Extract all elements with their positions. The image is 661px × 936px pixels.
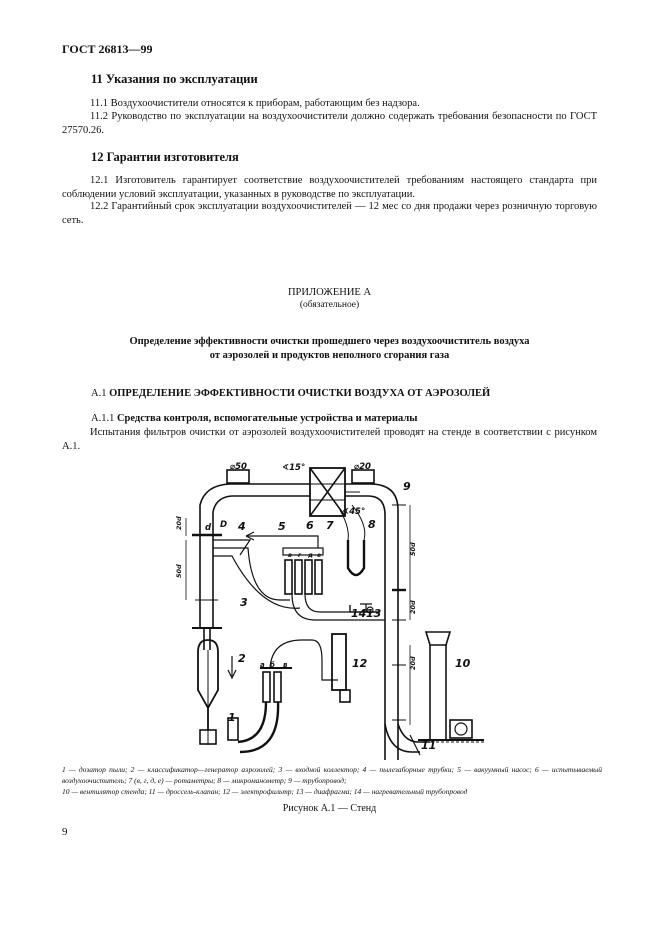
- standard-header: ГОСТ 26813—99: [62, 42, 153, 56]
- callout-3: 3: [240, 596, 248, 609]
- section-a11-heading: [91, 413, 417, 424]
- appendix-title: ПРИЛОЖЕНИЕ А: [287, 287, 372, 298]
- figure-legend-line2: 10 — вентилятор стенда; 11 — дроссель-клапан; 12 — электрофильтр; 13 — диафрагма; 14 — нагревательный трубопровод: [62, 787, 468, 796]
- paragraph-12-2: 12.2 Гарантийный срок эксплуатации воздухоочистителей — 12 мес со дня продажи через розничную торговую сеть.: [62, 201, 597, 226]
- paragraph-11-2: 11.2 Руководство по эксплуатации на воздухоочистители должно содержать требования безопасности по ГОСТ 27570.26.: [62, 111, 597, 136]
- paragraph-12-1: 12.1 Изготовитель гарантирует соответствие воздухоочистителей требованиям настоящего стандарта при соблюдении условий эксплуатации, указанных в руководстве по эксплуатации.: [62, 175, 597, 200]
- callout-7: 7: [326, 519, 334, 532]
- callout-5: 5: [278, 520, 286, 533]
- callout-9: 9: [403, 480, 411, 493]
- dim-20d-right-2: 20d: [409, 656, 417, 670]
- section-a11-number: А.1.1: [91, 413, 115, 424]
- dim-50d-right: 50d: [409, 542, 417, 556]
- dim-d20-top: ⌀20: [354, 462, 371, 472]
- angle-15: ∢15°: [282, 463, 306, 473]
- figure-legend-line1: 1 — дозатор пыли; 2 — классификатор—генератор аэрозолей; 3 — входной коллектор; 4 — пылезаборные трубки; 5 — вакуумный насос; 6 — испытываемый воздухоочиститель; 7 (в, г, д, е) — ротаметры; 8 — микроманометр; 9 — трубопровод;: [62, 765, 602, 785]
- callout-8: 8: [368, 518, 376, 531]
- callout-11: 11: [421, 739, 437, 752]
- dim-20d-right-1: 20d: [409, 600, 417, 614]
- rotameter-b: б: [270, 661, 275, 669]
- section-a1-number: А.1: [91, 388, 107, 399]
- dim-20d-left: 20d: [175, 516, 183, 530]
- paragraph-11-1: 11.1 Воздухоочистители относятся к приборам, работающим без надзора.: [90, 98, 420, 109]
- section-a11-title: Средства контроля, вспомогательные устройства и материалы: [116, 413, 418, 424]
- angle-45: ∢45°: [342, 507, 366, 517]
- callout-6: 6: [306, 519, 314, 532]
- callout-13: 13: [366, 607, 382, 620]
- section-a1-title: ОПРЕДЕЛЕНИЕ ЭФФЕКТИВНОСТИ ОЧИСТКИ ВОЗДУХА ОТ АЭРОЗОЛЕЙ: [109, 388, 491, 399]
- rotameter-g: г: [298, 552, 302, 559]
- callout-12: 12: [352, 657, 368, 670]
- rotameter-d: д: [308, 552, 313, 559]
- callout-4: 4: [238, 520, 246, 533]
- section-a1-heading: [91, 388, 490, 399]
- label-D: D: [220, 520, 228, 530]
- section-12-title: 12 Гарантии изготовителя: [91, 150, 239, 164]
- callout-1: 1: [228, 711, 236, 724]
- callout-14: 14: [351, 607, 367, 620]
- appendix-heading-line2: от аэрозолей и продуктов неполного сгорания газа: [209, 350, 450, 361]
- rotameter-v: в: [288, 552, 292, 559]
- paragraph-a11: Испытания фильтров очистки от аэрозолей воздухоочистителей проводят на стенде в соответствии с рисунком А.1.: [62, 427, 597, 452]
- rotameter-e: е: [317, 552, 322, 559]
- dim-d50-top: ⌀50: [230, 462, 247, 472]
- callout-2: 2: [238, 652, 246, 665]
- dim-50d-left: 50d: [175, 564, 183, 578]
- appendix-status: (обязательное): [299, 300, 360, 310]
- label-d: d: [205, 523, 212, 533]
- test-stand-figure: [160, 455, 500, 760]
- rotameter-v2: в: [283, 661, 288, 669]
- figure-caption: Рисунок А.1 — Стенд: [282, 803, 377, 814]
- appendix-heading-line1: Определение эффективности очистки прошедшего через воздухоочиститель воздуха: [129, 336, 530, 347]
- section-11-title: 11 Указания по эксплуатации: [91, 72, 258, 86]
- callout-10: 10: [455, 657, 471, 670]
- rotameter-a: а: [260, 661, 265, 669]
- page-number: 9: [62, 826, 68, 838]
